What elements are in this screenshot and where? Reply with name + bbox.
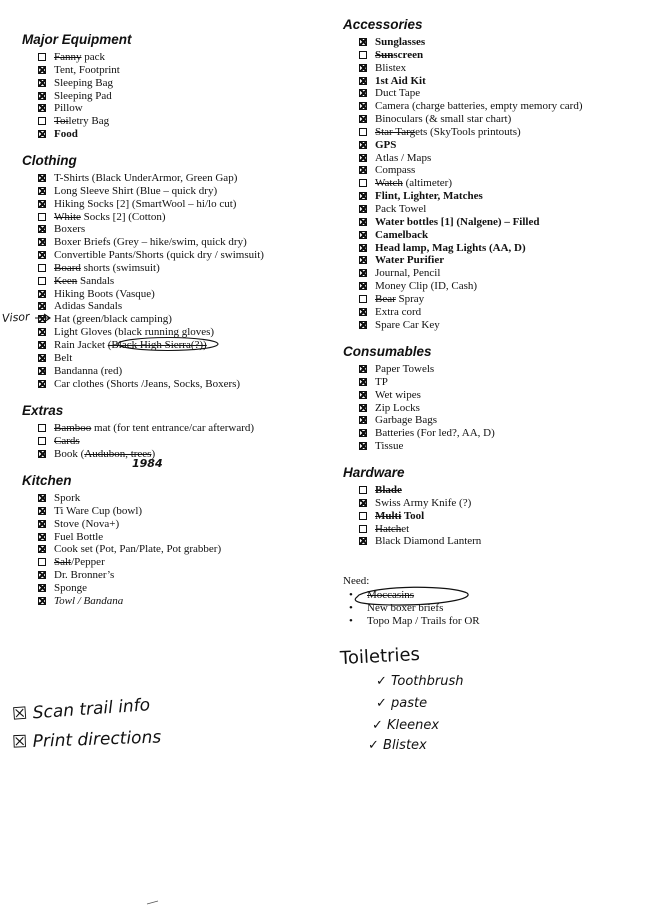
item-text: ets (SkyTools printouts) bbox=[415, 125, 521, 138]
item-text: Convertible Pants/Shorts (quick dry / swimsuit) bbox=[54, 249, 264, 262]
checklist-item bbox=[38, 223, 264, 236]
checked-box-icon[interactable] bbox=[38, 174, 46, 182]
checked-box-icon[interactable] bbox=[38, 187, 46, 195]
item-text-struck: Multi bbox=[375, 509, 402, 522]
checked-box-icon[interactable] bbox=[38, 494, 46, 502]
checklist-item bbox=[38, 595, 221, 608]
item-text: /Pepper bbox=[71, 556, 105, 569]
checked-box-icon[interactable] bbox=[38, 79, 46, 87]
checklist-item bbox=[359, 376, 495, 389]
checklist-item bbox=[38, 531, 221, 544]
empty-box-icon[interactable] bbox=[359, 525, 367, 533]
empty-box-icon[interactable] bbox=[38, 277, 46, 285]
need-item: • Moccasins bbox=[349, 589, 415, 601]
item-text: Long Sleeve Shirt (Blue – quick dry) bbox=[54, 184, 218, 197]
checklist-item bbox=[38, 115, 120, 128]
need-label: Need: bbox=[343, 575, 370, 587]
empty-box-icon[interactable] bbox=[38, 264, 46, 272]
checked-box-icon[interactable] bbox=[38, 571, 46, 579]
item-text: Atlas / Maps bbox=[375, 151, 432, 164]
checklist-item bbox=[38, 64, 120, 77]
item-text: Adidas Sandals bbox=[54, 300, 123, 313]
item-text: 1st Aid Kit bbox=[375, 74, 426, 87]
checklist bbox=[38, 492, 221, 608]
item-text: shorts (swimsuit) bbox=[80, 261, 160, 274]
checklist-item bbox=[359, 389, 495, 402]
hand-toiletry-item: ✓ paste bbox=[376, 696, 428, 711]
item-text: Spare Car Key bbox=[375, 318, 440, 331]
item-text: Spray bbox=[395, 292, 425, 305]
checklist-item bbox=[38, 556, 221, 569]
empty-box-icon[interactable] bbox=[359, 128, 367, 136]
empty-box-icon[interactable] bbox=[359, 51, 367, 59]
checked-box-icon[interactable] bbox=[359, 115, 367, 123]
checked-box-icon[interactable] bbox=[38, 520, 46, 528]
item-text: Hat (green/black camping) bbox=[54, 313, 172, 326]
item-text: Compass bbox=[375, 164, 416, 177]
checklist-item bbox=[359, 229, 582, 242]
section-heading: Hardware bbox=[343, 465, 405, 480]
item-text: Tissue bbox=[375, 440, 404, 453]
item-text: (altimeter) bbox=[402, 177, 452, 190]
checklist-item bbox=[359, 87, 582, 100]
checked-box-icon[interactable] bbox=[38, 545, 46, 553]
item-text: Towl / Bandana bbox=[54, 594, 124, 607]
checked-box-icon[interactable] bbox=[359, 537, 367, 545]
checked-box-icon[interactable] bbox=[38, 354, 46, 362]
checklist-item bbox=[38, 492, 221, 505]
item-text: Tent, Footprint bbox=[54, 63, 120, 76]
checklist-item bbox=[38, 211, 264, 224]
hand-year: 1984 bbox=[132, 457, 163, 470]
checklist-item bbox=[359, 484, 481, 497]
checked-box-icon[interactable] bbox=[38, 251, 46, 259]
checklist-item bbox=[38, 435, 254, 448]
item-text: Duct Tape bbox=[375, 87, 421, 100]
item-text: Garbage Bags bbox=[375, 414, 438, 427]
section-heading: Extras bbox=[22, 403, 64, 418]
item-text: Zip Locks bbox=[375, 401, 420, 414]
section-heading: Major Equipment bbox=[22, 32, 132, 47]
checklist-item bbox=[359, 113, 582, 126]
checked-box-icon[interactable] bbox=[359, 205, 367, 213]
checked-box-icon[interactable] bbox=[38, 200, 46, 208]
checklist-item bbox=[359, 363, 495, 376]
empty-box-icon[interactable] bbox=[38, 117, 46, 125]
checked-box-icon[interactable] bbox=[359, 269, 367, 277]
checklist-item bbox=[38, 582, 221, 595]
item-text: Blistex bbox=[375, 61, 407, 74]
checklist-item bbox=[359, 535, 481, 548]
item-text: Ti Ware Cup (bowl) bbox=[54, 504, 143, 517]
section-heading: Accessories bbox=[343, 17, 423, 32]
checklist-item bbox=[359, 440, 495, 453]
checked-box-icon[interactable] bbox=[359, 391, 367, 399]
section-heading: Kitchen bbox=[22, 473, 72, 488]
checklist bbox=[38, 172, 264, 390]
checklist-item bbox=[359, 293, 582, 306]
checklist-item bbox=[359, 319, 582, 332]
empty-box-icon[interactable] bbox=[359, 295, 367, 303]
item-text: Wet wipes bbox=[375, 388, 421, 401]
checked-box-icon[interactable] bbox=[359, 77, 367, 85]
checked-box-icon[interactable] bbox=[38, 450, 46, 458]
item-text: Sleeping Bag bbox=[54, 76, 113, 89]
checklist-item bbox=[38, 51, 120, 64]
checklist-item bbox=[38, 352, 264, 365]
checked-box-icon[interactable] bbox=[359, 64, 367, 72]
checklist-item bbox=[38, 128, 120, 141]
empty-box-icon[interactable] bbox=[38, 213, 46, 221]
checklist-item bbox=[359, 126, 582, 139]
checklist-item bbox=[38, 569, 221, 582]
item-text: Dr. Bronner’s bbox=[54, 569, 115, 582]
checked-box-icon[interactable] bbox=[359, 102, 367, 110]
item-text: Camera (charge batteries, empty memory card) bbox=[375, 100, 583, 113]
need-item: • New boxer briefs bbox=[349, 601, 444, 614]
checked-box-icon[interactable] bbox=[359, 404, 367, 412]
item-text: Spork bbox=[54, 492, 81, 504]
checklist-item bbox=[359, 267, 582, 280]
item-text: Black Diamond Lantern bbox=[375, 535, 482, 548]
checklist-item bbox=[38, 90, 120, 103]
item-text: T-Shirts (Black UnderArmor, Green Gap) bbox=[54, 172, 238, 184]
checked-box-icon[interactable] bbox=[359, 416, 367, 424]
item-text: ) bbox=[151, 447, 156, 460]
stray-mark bbox=[146, 900, 160, 906]
item-text: Binoculars (& small star chart) bbox=[375, 113, 512, 126]
checked-box-icon[interactable] bbox=[359, 38, 367, 46]
item-text-struck: Board bbox=[54, 261, 81, 274]
checklist-item bbox=[38, 288, 264, 301]
checklist-item bbox=[359, 100, 582, 113]
checklist-item bbox=[38, 378, 264, 391]
item-text: et bbox=[401, 522, 410, 535]
checked-box-icon[interactable] bbox=[359, 282, 367, 290]
checked-box-icon[interactable] bbox=[38, 380, 46, 388]
item-text: Hiking Socks [2] (SmartWool – hi/lo cut) bbox=[54, 197, 237, 210]
checklist-item bbox=[359, 36, 582, 49]
checklist bbox=[359, 484, 481, 548]
item-text: Rain Jacket bbox=[54, 338, 108, 351]
checklist-item bbox=[38, 275, 264, 288]
checklist-item bbox=[38, 313, 264, 326]
checked-box-icon[interactable] bbox=[359, 256, 367, 264]
item-text-struck: Toi bbox=[54, 115, 69, 128]
item-text: letry Bag bbox=[68, 115, 110, 128]
checklist-item bbox=[359, 510, 481, 523]
checklist-item bbox=[359, 242, 582, 255]
item-text: Car clothes (Shorts /Jeans, Socks, Boxers) bbox=[54, 377, 241, 390]
checked-box-icon[interactable] bbox=[38, 66, 46, 74]
item-text: Book ( bbox=[54, 447, 85, 460]
hand-toiletry-item: ✓ Toothbrush bbox=[376, 674, 464, 689]
item-text-circled: (Black High Sierra(?)) bbox=[107, 338, 207, 351]
item-text-struck: Bamboo bbox=[54, 422, 92, 434]
checked-box-icon[interactable] bbox=[359, 192, 367, 200]
checked-box-icon[interactable] bbox=[359, 89, 367, 97]
checked-box-icon[interactable] bbox=[38, 130, 46, 138]
item-text: Light Gloves (black running gloves) bbox=[54, 326, 215, 339]
item-text: Food bbox=[54, 128, 78, 141]
empty-box-icon[interactable] bbox=[38, 558, 46, 566]
checklist-item bbox=[359, 203, 582, 216]
checked-box-icon[interactable] bbox=[359, 141, 367, 149]
item-text: Water bottles [1] (Nalgene) – Filled bbox=[375, 215, 540, 228]
item-text: Extra cord bbox=[375, 305, 422, 318]
checklist-item bbox=[38, 422, 254, 435]
checked-box-icon[interactable] bbox=[359, 499, 367, 507]
item-text: TP bbox=[375, 375, 388, 388]
checked-box-icon[interactable] bbox=[38, 225, 46, 233]
checklist-item bbox=[359, 414, 495, 427]
checklist-item bbox=[38, 505, 221, 518]
checklist-item bbox=[359, 523, 481, 536]
item-text: Sunglasses bbox=[375, 36, 426, 48]
checklist-item bbox=[359, 306, 582, 319]
checklist bbox=[38, 51, 120, 141]
item-text-struck: Bear bbox=[375, 292, 396, 305]
item-text-struck: Blade bbox=[375, 484, 402, 496]
checklist-item bbox=[359, 190, 582, 203]
hand-toiletry-item: ✓ Blistex bbox=[368, 738, 427, 753]
checked-box-icon[interactable] bbox=[38, 584, 46, 592]
item-text: Stove (Nova+) bbox=[54, 517, 120, 530]
hand-todo-1: ☒ Scan trail info bbox=[11, 695, 151, 725]
checked-box-icon[interactable] bbox=[38, 507, 46, 515]
checked-box-icon[interactable] bbox=[359, 365, 367, 373]
item-text: Bandanna (red) bbox=[54, 364, 123, 377]
checklist-item bbox=[38, 236, 264, 249]
checked-box-icon[interactable] bbox=[359, 231, 367, 239]
checked-box-icon[interactable] bbox=[359, 442, 367, 450]
item-text: Pillow bbox=[54, 102, 83, 115]
checked-box-icon[interactable] bbox=[359, 154, 367, 162]
item-text: mat (for tent entrance/car afterward) bbox=[91, 422, 255, 434]
checklist-item bbox=[359, 177, 582, 190]
hand-todo-2: ☒ Print directions bbox=[11, 727, 162, 753]
item-text-struck: Star Targ bbox=[375, 125, 416, 138]
empty-box-icon[interactable] bbox=[359, 512, 367, 520]
visor-arrow bbox=[34, 312, 54, 324]
item-text: pack bbox=[81, 51, 106, 63]
checklist-item bbox=[359, 164, 582, 177]
item-text: Swiss Army Knife (?) bbox=[375, 496, 472, 509]
checklist-item bbox=[38, 300, 264, 313]
checklist-item bbox=[359, 280, 582, 293]
item-text: Boxers bbox=[54, 223, 86, 236]
need-item: • Topo Map / Trails for OR bbox=[349, 614, 480, 627]
checked-box-icon[interactable] bbox=[359, 244, 367, 252]
checklist-item bbox=[359, 75, 582, 88]
checklist-item bbox=[38, 77, 120, 90]
hand-toiletries-title: Toiletries bbox=[339, 643, 421, 670]
item-text: Fuel Bottle bbox=[54, 530, 104, 543]
item-text-struck: Audubon, trees bbox=[84, 447, 152, 460]
checklist-item bbox=[359, 254, 582, 267]
checked-box-icon[interactable] bbox=[38, 92, 46, 100]
item-text-struck: Salt bbox=[54, 556, 72, 569]
checklist-item bbox=[38, 543, 221, 556]
item-text: Tool bbox=[401, 509, 425, 522]
empty-box-icon[interactable] bbox=[38, 424, 46, 432]
checklist bbox=[359, 36, 582, 331]
checked-box-icon[interactable] bbox=[38, 367, 46, 375]
empty-box-icon[interactable] bbox=[38, 437, 46, 445]
item-text-struck: Sun bbox=[375, 48, 394, 61]
checklist-item bbox=[38, 249, 264, 262]
item-text: Socks [2] (Cotton) bbox=[80, 210, 166, 223]
item-text: Water Purifier bbox=[375, 254, 445, 267]
checked-box-icon[interactable] bbox=[359, 429, 367, 437]
checked-box-icon[interactable] bbox=[38, 302, 46, 310]
item-text: Sandals bbox=[77, 274, 115, 287]
checked-box-icon[interactable] bbox=[38, 597, 46, 605]
item-text: Camelback bbox=[375, 228, 429, 241]
item-text: Belt bbox=[54, 351, 73, 364]
checklist-item bbox=[359, 152, 582, 165]
checklist-item bbox=[359, 497, 481, 510]
checked-box-icon[interactable] bbox=[359, 321, 367, 329]
section-heading: Clothing bbox=[22, 153, 77, 168]
item-text: Pack Towel bbox=[375, 202, 427, 215]
checklist-item bbox=[38, 262, 264, 275]
item-text: Flint, Lighter, Matches bbox=[375, 190, 483, 203]
item-text: Batteries (For led?, AA, D) bbox=[375, 427, 495, 440]
item-text: Hiking Boots (Vasque) bbox=[54, 287, 155, 300]
empty-box-icon[interactable] bbox=[38, 53, 46, 61]
checklist-item bbox=[359, 62, 582, 75]
item-text: Sleeping Pad bbox=[54, 89, 112, 102]
rain-jacket-circle bbox=[116, 336, 222, 352]
checklist-item bbox=[359, 402, 495, 415]
item-text: Journal, Pencil bbox=[375, 267, 441, 280]
item-text: GPS bbox=[375, 138, 397, 151]
item-text-struck: White bbox=[54, 210, 81, 223]
item-text: Cook set (Pot, Pan/Plate, Pot grabber) bbox=[54, 543, 222, 556]
need-section bbox=[343, 575, 643, 628]
section-heading: Consumables bbox=[343, 344, 432, 359]
checklist-item bbox=[38, 365, 264, 378]
checklist-item bbox=[38, 198, 264, 211]
checked-box-icon[interactable] bbox=[38, 341, 46, 349]
checked-box-icon[interactable] bbox=[38, 533, 46, 541]
checked-box-icon[interactable] bbox=[38, 238, 46, 246]
item-text-struck: Fanny bbox=[54, 51, 82, 63]
checklist-item bbox=[359, 49, 582, 62]
item-text: Money Clip (ID, Cash) bbox=[375, 280, 478, 293]
checklist bbox=[38, 422, 254, 461]
checklist bbox=[359, 363, 495, 453]
checked-box-icon[interactable] bbox=[38, 104, 46, 112]
item-text-struck: Watch bbox=[375, 177, 403, 190]
checklist-item bbox=[359, 139, 582, 152]
item-text: Head lamp, Mag Lights (AA, D) bbox=[375, 241, 526, 254]
empty-box-icon[interactable] bbox=[359, 179, 367, 187]
hand-visor: Visor bbox=[1, 310, 30, 325]
checklist-item bbox=[38, 185, 264, 198]
item-text: screen bbox=[393, 48, 424, 61]
checked-box-icon[interactable] bbox=[359, 308, 367, 316]
checked-box-icon[interactable] bbox=[38, 328, 46, 336]
checklist-item bbox=[359, 216, 582, 229]
checklist-item bbox=[38, 172, 264, 185]
checklist-item bbox=[38, 102, 120, 115]
item-text-struck: Keen bbox=[54, 274, 78, 287]
checked-box-icon[interactable] bbox=[359, 166, 367, 174]
item-text: Boxer Briefs (Grey – hike/swim, quick dry) bbox=[54, 236, 247, 249]
item-text-struck: Cards bbox=[54, 434, 80, 447]
checked-box-icon[interactable] bbox=[359, 378, 367, 386]
checked-box-icon[interactable] bbox=[359, 218, 367, 226]
checklist-item bbox=[359, 427, 495, 440]
item-text-struck: Hatch bbox=[375, 522, 402, 535]
checklist-item bbox=[38, 518, 221, 531]
checked-box-icon[interactable] bbox=[38, 290, 46, 298]
item-text: Paper Towels bbox=[375, 363, 435, 375]
hand-toiletry-item: ✓ Kleenex bbox=[372, 718, 440, 733]
empty-box-icon[interactable] bbox=[359, 486, 367, 494]
item-text: Sponge bbox=[54, 581, 87, 594]
moccasins-circle bbox=[349, 583, 479, 617]
